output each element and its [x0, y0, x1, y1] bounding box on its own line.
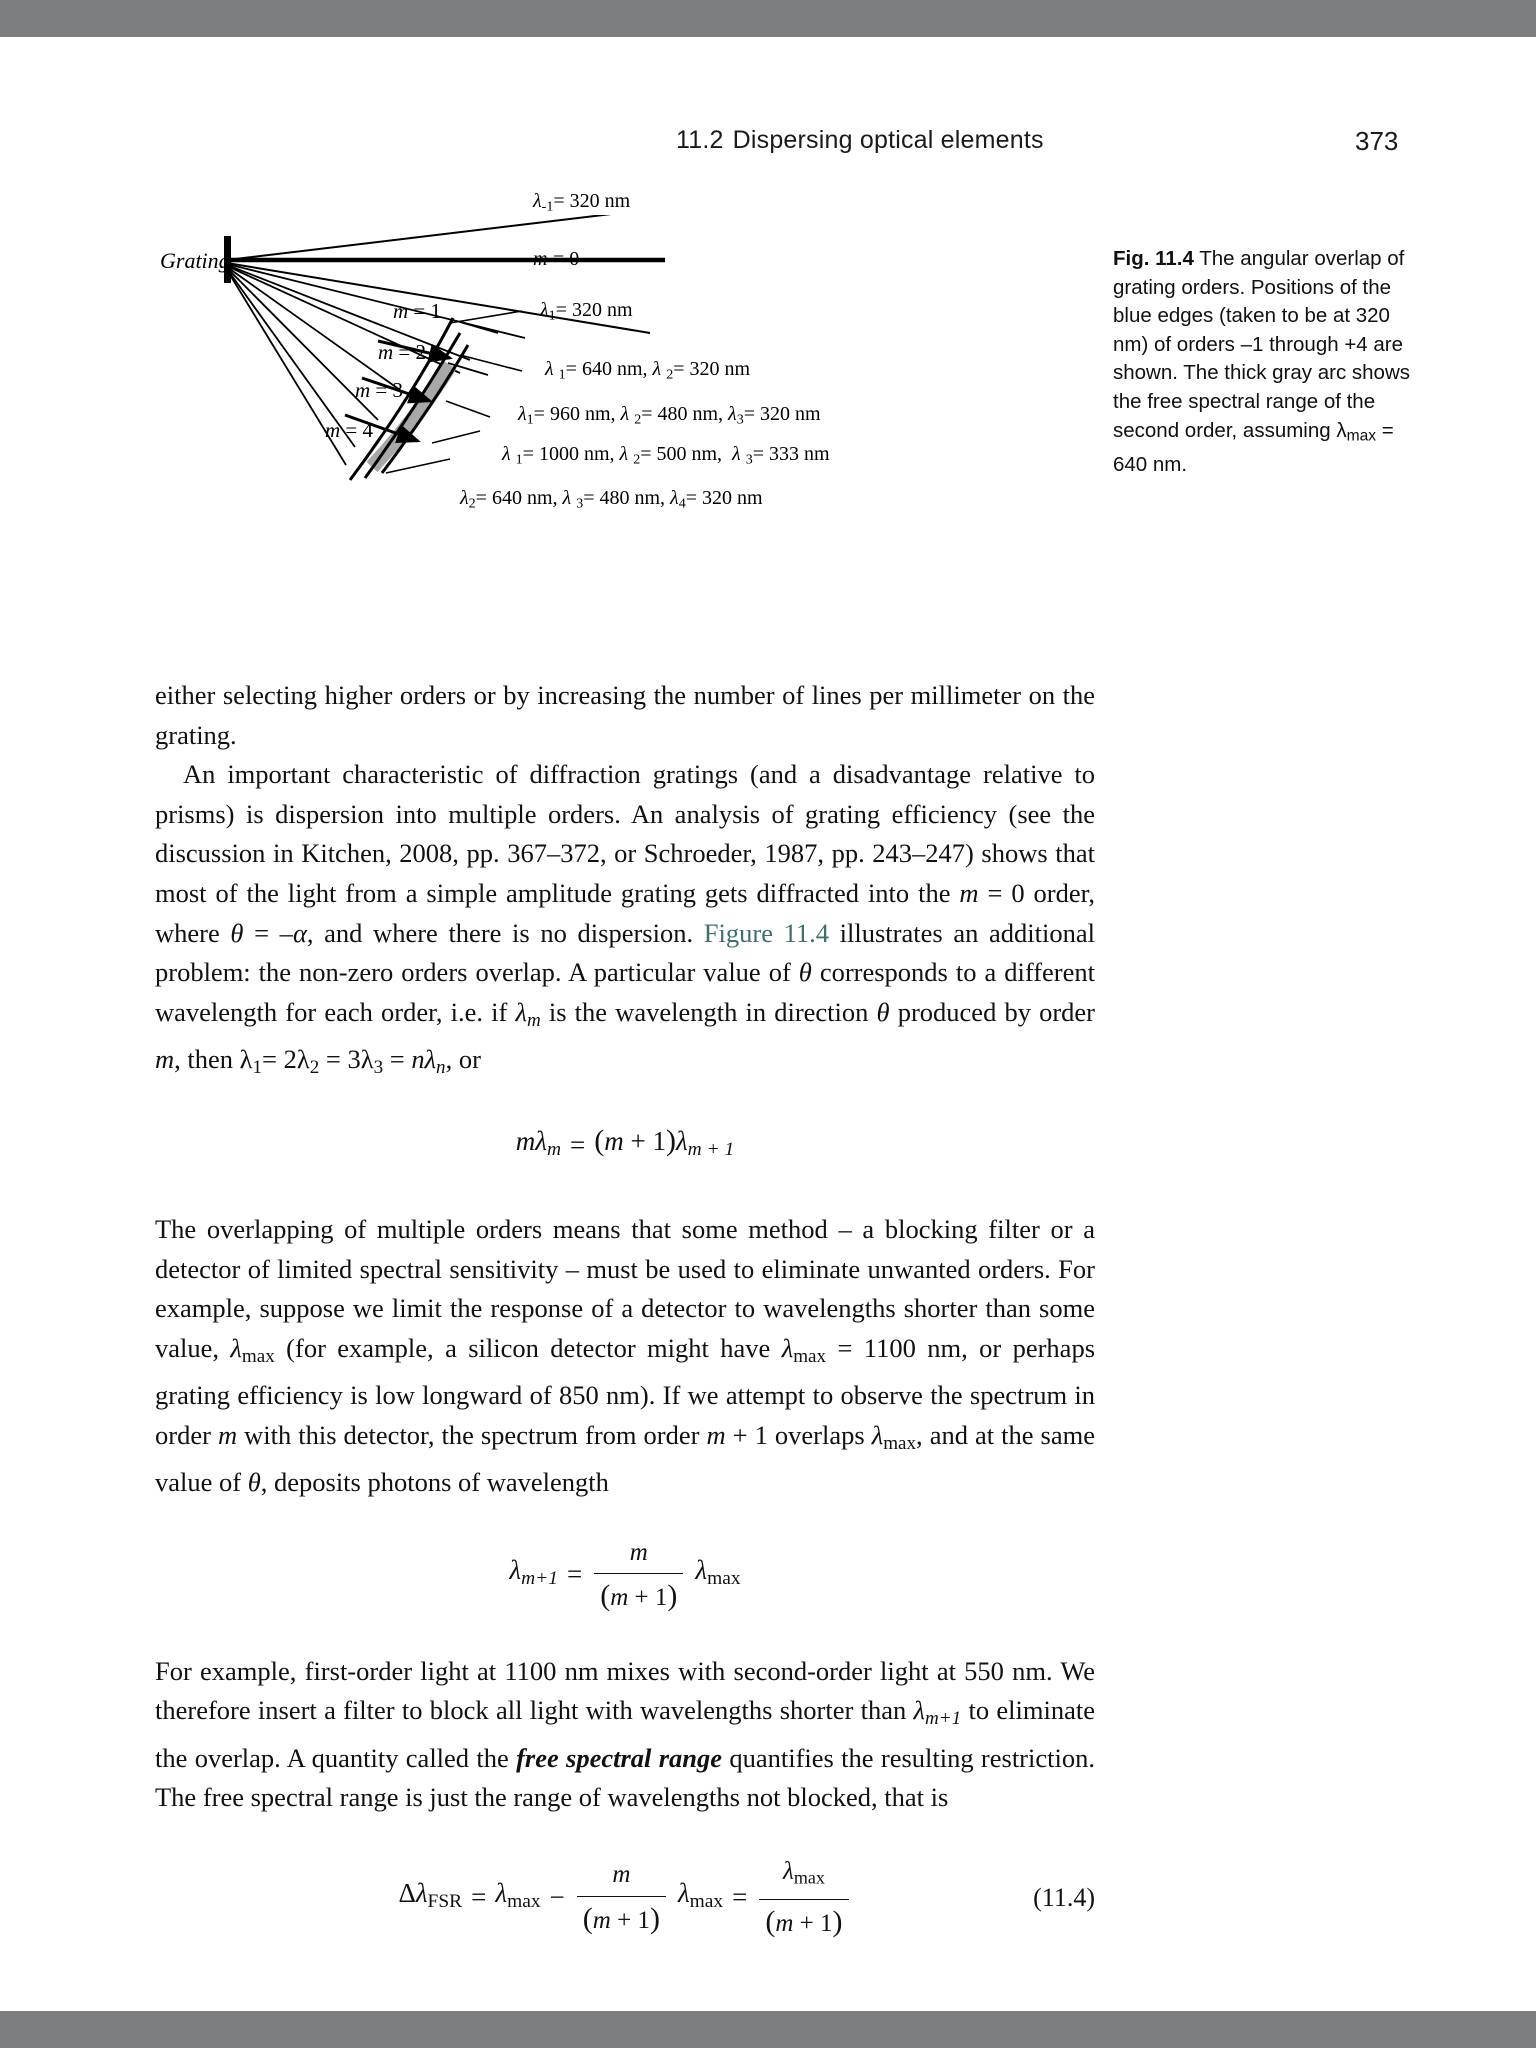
eq3-f2-numerator [777, 1852, 831, 1899]
eq3-term-2 [678, 1874, 723, 1921]
eq3-t1-lambda: λ [495, 1878, 508, 1909]
figure-ray-label-4: λ 1= 1000 nm, λ 2= 500 nm, λ 3= 333 nm [502, 443, 830, 468]
eq2-lhs-lambda: λ [509, 1555, 522, 1586]
leader-1 [450, 311, 522, 323]
figure-order-label-2: m = 2 [378, 340, 427, 364]
eq2-denominator [594, 1573, 683, 1618]
eq2-lhs-sub: m+1 [521, 1568, 558, 1590]
figure-order-label-3: m = 3 [355, 378, 404, 402]
eq1-one: 1 [652, 1126, 666, 1157]
p2-e: illustrates an additional problem: the non-zero orders overlap. A particular value of [155, 917, 1095, 988]
p2-theta3: θ [876, 996, 890, 1027]
equation-3-row [398, 1852, 851, 1944]
leader-m1 [460, 322, 498, 333]
eq3-f2-num-lambda: λ [783, 1857, 794, 1885]
p3-d: with this detector, the spectrum from order [237, 1419, 707, 1450]
eq3-t1-sub: max [507, 1890, 541, 1912]
eq3-t2-sub: max [689, 1890, 724, 1912]
body-text [155, 676, 1095, 1944]
p3-theta: θ [247, 1467, 261, 1498]
equation-3 [155, 1852, 1095, 1944]
p2-n: n [411, 1044, 425, 1075]
figure-order-label-4: m = 4 [325, 418, 374, 442]
p2-a: An important characteristic of diffraction gratings (and a disadvantage relative to prisms) is dispersion into multiple orders. An analysis of grating efficiency (see the discussion in Kitchen, 2008, pp. 367–372, or Schroeder, 1987, pp. 243–247) shows that most of the light from a simple amplitude grating gets diffracted into the [155, 759, 1095, 908]
p3-a: The overlapping of multiple orders means that some method – a blocking filter or a detector of limited spectral sensitivity – must be used to eliminate unwanted orders. For example, suppose we limit the response of a detector to wavelengths shorter than some value, [155, 1213, 1095, 1363]
leader-5 [386, 459, 450, 473]
p2-theta2: θ [798, 957, 812, 988]
p2-k: = 3λ [319, 1044, 374, 1075]
page-top-bar [0, 0, 1536, 37]
eq3-f1-num-m: m [612, 1861, 631, 1889]
running-head-title [676, 126, 1044, 155]
p3-sub2: max [793, 1345, 827, 1367]
eq2-lhs [509, 1551, 558, 1598]
figure-zero-order-label: m [533, 248, 548, 270]
eq1-close-paren: ) [665, 1124, 676, 1158]
eq3-f1-den-open: ( [582, 1901, 593, 1935]
equation-2-row [509, 1533, 740, 1618]
p4-lambda: λ [913, 1695, 926, 1726]
eq3-lhs-sub: FSR [427, 1890, 463, 1912]
eq2-tail-lambda: λ [695, 1555, 708, 1586]
eq2-equals: = [567, 1559, 583, 1590]
eq3-equals-1: = [471, 1881, 487, 1912]
p2-lambda-sub: m [526, 1009, 541, 1031]
eq1-open-paren: ( [594, 1124, 605, 1158]
eq1-rhs-lambda: λ [675, 1126, 688, 1157]
p2-c: = – [243, 917, 293, 948]
eq2-den-one: 1 [654, 1584, 668, 1612]
p2-g: is the wavelength in direction [540, 996, 877, 1027]
eq3-f1-den-m: m [592, 1906, 611, 1934]
eq3-t2-lambda: λ [677, 1878, 690, 1909]
eq3-f1-den-plus: + [617, 1906, 632, 1934]
p3-sub3: max [883, 1432, 917, 1454]
ray-order-minus1 [227, 215, 670, 260]
eq3-f1-den-one: 1 [637, 1906, 650, 1934]
figure-order-label-1: m = 1 [393, 299, 442, 323]
page-number: 373 [1355, 126, 1399, 156]
eq3-minus: − [549, 1881, 565, 1912]
free-spectral-range-term: free spectral range [516, 1742, 723, 1773]
eq3-f2-den-close: ) [832, 1905, 843, 1939]
eq2-fraction [594, 1533, 683, 1618]
p2-sub-2: 2 [309, 1056, 320, 1078]
equation-number: (11.4) [1033, 1882, 1095, 1912]
equation-1-row [516, 1121, 735, 1169]
eq3-lhs-lambda: λ [415, 1878, 428, 1909]
p4-b: to eliminate the overlap. A quantity called the [155, 1695, 1095, 1773]
eq3-f1-numerator [606, 1855, 636, 1896]
eq2-num-m: m [629, 1538, 648, 1566]
p3-c: = 1100 nm, or perhaps grating efficiency is low longward of 850 nm). If we attempt to observe the spectrum in order [155, 1332, 1096, 1450]
running-head [0, 126, 1536, 166]
eq3-f2-num-sub: max [793, 1867, 825, 1888]
figure-cross-reference-link[interactable]: Figure 11.4 [703, 917, 829, 948]
p2-i: , then λ [174, 1044, 253, 1075]
eq1-lhs-m: m [515, 1125, 536, 1156]
figure-ray-label-5: λ2= 640 nm, λ 3= 480 nm, λ4= 320 nm [460, 487, 763, 512]
p2-sub-n: n [436, 1056, 446, 1078]
p2-sub-1: 1 [252, 1056, 263, 1078]
eq2-den-plus: + [634, 1584, 649, 1612]
eq2-den-m: m [610, 1584, 629, 1612]
figure-ray-label-minus1: λ-1= 320 nm [533, 190, 631, 215]
figure-caption-sub: max [1346, 426, 1377, 444]
eq3-f2-denominator [759, 1899, 848, 1944]
eq1-plus: + [630, 1126, 646, 1157]
figure-caption-label: Fig. 11.4 [1113, 247, 1194, 270]
p3-f: , and at the same value of [155, 1419, 1095, 1498]
eq3-lhs [398, 1874, 462, 1921]
eq1-rhs-sub: m + 1 [687, 1139, 735, 1161]
p2-l: = [383, 1044, 412, 1075]
p2-m-italic: m [959, 877, 979, 908]
eq3-f1-den-close: ) [649, 1901, 660, 1935]
eq3-fraction-2 [759, 1852, 848, 1944]
figure-ray-label-3: λ1= 960 nm, λ 2= 480 nm, λ3= 320 nm [518, 403, 821, 428]
page-bottom-bar [0, 2011, 1536, 2048]
figure-grating-label: Grating [160, 248, 230, 273]
p3-lmax3: λ [871, 1419, 884, 1450]
figure-caption-text-1: The angular overlap of grating orders. Positions of the blue edges (taken to be at 320 nm) of orders –1 through +4 are shown. The thick gray arc shows the free spectral range of the second order, assuming λ [1113, 247, 1410, 442]
eq2-tail-sub: max [707, 1568, 741, 1590]
eq2-numerator [624, 1533, 654, 1574]
p2-o: , or [445, 1044, 481, 1075]
figure-ray-label-1: λ1= 320 nm [540, 299, 633, 324]
eq1-equals: = [569, 1129, 586, 1160]
p2-b: = 0 order, where [155, 877, 1096, 948]
eq1-lhs [516, 1122, 561, 1169]
p3-m2: m [706, 1419, 726, 1450]
eq2-den-open: ( [600, 1579, 611, 1613]
p4-a: For example, first-order light at 1100 nm mixes with second-order light at 550 nm. We therefore insert a filter to block all light with wavelengths shorter than [155, 1655, 1095, 1726]
p3-g: , deposits photons of wavelength [260, 1467, 609, 1498]
running-head-section-title: Dispersing optical elements [732, 126, 1044, 154]
p3-e: + 1 overlaps [725, 1419, 872, 1450]
p2-alpha: α [292, 917, 307, 948]
p3-m: m [217, 1419, 238, 1450]
p3-lmax2: λ [781, 1332, 794, 1363]
p2-h: produced by order [889, 996, 1096, 1027]
eq3-f2-den-one: 1 [820, 1910, 833, 1938]
p3-sub1: max [241, 1345, 275, 1367]
p2-f: corresponds to a different wavelength for each order, i.e. if [155, 957, 1095, 1027]
leader-3 [446, 401, 490, 417]
p2-m2: m [155, 1044, 175, 1075]
eq3-delta: Δ [398, 1878, 416, 1909]
p1-line1: either selecting higher orders or by increasing the number of lines per millimeter [155, 680, 1022, 710]
running-head-section-number: 11.2 [676, 126, 724, 154]
equation-1 [155, 1121, 1095, 1169]
p2-lambda: λ [515, 996, 527, 1027]
equation-2 [155, 1533, 1095, 1618]
paragraph-4 [155, 1652, 1095, 1818]
eq3-equals-2: = [732, 1881, 748, 1912]
eq3-term-1 [495, 1874, 540, 1921]
figure-11-4 [150, 190, 1120, 635]
p2-j: = 2λ [262, 1044, 310, 1075]
paragraph-2 [155, 755, 1095, 1087]
p2-lambda-n: λ [424, 1044, 437, 1075]
ray-fan-a [227, 264, 525, 338]
p4-sub: m+1 [925, 1708, 962, 1730]
figure-caption-text-2: = 640 nm. [1113, 418, 1394, 476]
eq1-rhs-m: m [604, 1126, 624, 1157]
eq1-lhs-lambda: λ [535, 1125, 547, 1156]
paragraph-3 [155, 1210, 1095, 1503]
figure-ray-label-2: λ 1= 640 nm, λ 2= 320 nm [545, 358, 751, 383]
p2-theta: θ [230, 917, 244, 948]
p4-c: quantifies the resulting restriction. The free spectral range is just the range of wavelengths not blocked, that is [155, 1742, 1095, 1813]
eq3-fraction-1 [577, 1855, 666, 1940]
eq2-den-close: ) [667, 1579, 678, 1613]
eq3-f1-denominator [577, 1896, 666, 1941]
eq2-tail [695, 1551, 740, 1598]
eq1-lhs-sub: m [546, 1138, 561, 1160]
p2-d: , and where there is no dispersion. [306, 917, 704, 948]
p3-b: (for example, a silicon detector might have [274, 1332, 782, 1363]
eq1-rhs [594, 1121, 734, 1169]
eq3-f2-den-plus: + [799, 1910, 814, 1938]
leader-4 [432, 431, 480, 443]
figure-caption [1113, 245, 1413, 479]
p2-sub-3: 3 [373, 1056, 384, 1078]
eq3-f2-den-open: ( [765, 1905, 776, 1939]
paragraph-1 [155, 676, 1095, 755]
p3-lmax1: λ [230, 1332, 242, 1363]
figure-zero-order-eq: = 0 [553, 248, 580, 270]
p1-line2: on the grating. [155, 680, 1096, 750]
eq3-f2-den-m: m [775, 1910, 794, 1938]
